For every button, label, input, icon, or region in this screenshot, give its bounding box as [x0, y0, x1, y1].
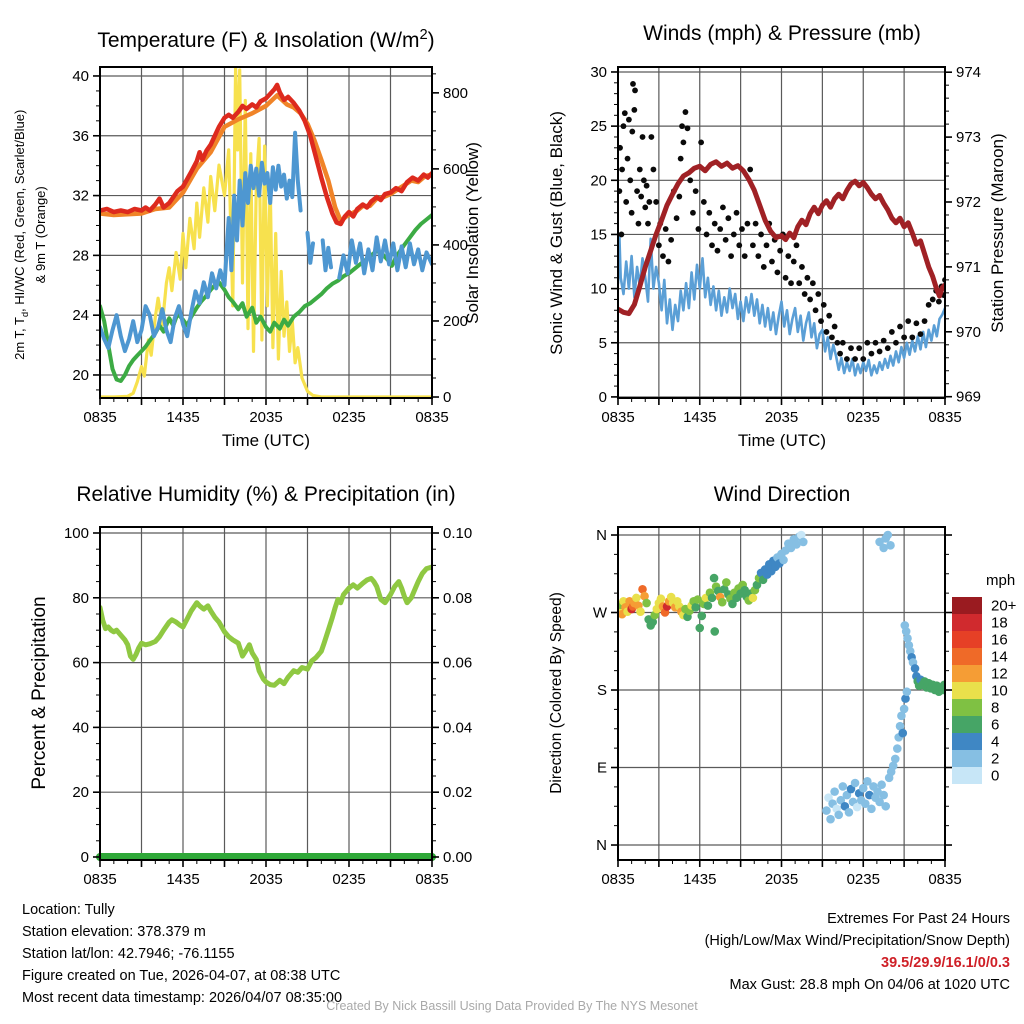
svg-text:N: N [596, 527, 607, 545]
svg-text:W: W [592, 604, 607, 622]
wind-direction-chart [593, 527, 1017, 888]
svg-text:24: 24 [72, 307, 89, 325]
svg-text:970: 970 [956, 323, 982, 341]
svg-text:25: 25 [590, 118, 607, 136]
svg-text:1435: 1435 [683, 409, 717, 426]
humidity-chart-title: Relative Humidity (%) & Precipitation (in) [76, 483, 456, 506]
info-location: Location: Tully [22, 902, 115, 918]
svg-text:0.04: 0.04 [443, 719, 473, 737]
extremes-values: 39.5/29.9/16.1/0/0.3 [881, 955, 1010, 971]
svg-text:36: 36 [72, 127, 89, 145]
wind-direction-chart-title: Wind Direction [713, 483, 851, 506]
svg-text:200: 200 [443, 312, 469, 330]
direction-y-axis-label: Direction (Colored By Speed) [548, 592, 565, 794]
title-superscript: 2 [419, 27, 428, 43]
svg-text:0: 0 [443, 389, 452, 407]
winds-pressure-chart [590, 64, 981, 426]
svg-text:80: 80 [72, 589, 89, 607]
svg-text:0.06: 0.06 [443, 654, 473, 672]
info-created: Figure created on Tue, 2026-04-07, at 08:38 UTC [22, 968, 341, 984]
svg-text:40: 40 [72, 67, 89, 85]
svg-text:400: 400 [443, 236, 469, 254]
extremes-block [520, 908, 1010, 996]
svg-text:1435: 1435 [683, 871, 717, 888]
svg-text:0835: 0835 [601, 409, 635, 426]
svg-text:15: 15 [590, 226, 607, 244]
svg-text:E: E [596, 759, 607, 777]
svg-text:0835: 0835 [928, 871, 962, 888]
svg-text:0: 0 [598, 388, 607, 406]
svg-text:30: 30 [590, 63, 607, 81]
svg-text:S: S [596, 682, 607, 700]
info-timestamp: Most recent data timestamp: 2026/04/07 08:35:00 [22, 990, 343, 1006]
wind-y-axis-label: Sonic Wind & Gust (Blue, Black) [547, 111, 566, 355]
svg-text:6: 6 [991, 716, 1000, 734]
winds-x-axis-label: Time (UTC) [737, 431, 827, 450]
svg-text:32: 32 [72, 187, 89, 205]
footer-credit: Created By Nick Bassill Using Data Provided By The NYS Mesonet [326, 999, 698, 1013]
subscript-d: d [19, 311, 30, 318]
svg-text:1435: 1435 [166, 871, 200, 888]
svg-text:0: 0 [80, 848, 89, 866]
extremes-subheading: (High/Low/Max Wind/Precipitation/Snow Depth) [704, 933, 1010, 949]
extremes-heading: Extremes For Past 24 Hours [827, 911, 1010, 927]
info-latlon: Station lat/lon: 42.7946; -76.1155 [22, 946, 235, 962]
svg-text:0235: 0235 [846, 409, 880, 426]
svg-text:20: 20 [72, 366, 89, 384]
svg-text:2035: 2035 [764, 409, 799, 426]
station-info [22, 899, 342, 1009]
svg-text:0235: 0235 [846, 871, 880, 888]
svg-text:60: 60 [72, 654, 89, 672]
svg-text:16: 16 [991, 631, 1008, 649]
svg-text:0835: 0835 [83, 409, 117, 426]
humidity-precip-chart [64, 525, 472, 888]
svg-text:0.10: 0.10 [443, 524, 473, 542]
svg-text:0: 0 [991, 767, 1000, 785]
svg-text:5: 5 [598, 334, 607, 352]
winds-chart-title: Winds (mph) & Pressure (mb) [643, 22, 921, 45]
temperature-x-axis-label: Time (UTC) [221, 431, 311, 450]
svg-text:20+: 20+ [991, 597, 1017, 615]
svg-text:0835: 0835 [601, 871, 635, 888]
svg-text:0235: 0235 [332, 409, 366, 426]
humidity-y-axis-label: Percent & Precipitation [29, 596, 50, 790]
svg-text:0.08: 0.08 [443, 589, 473, 607]
svg-text:28: 28 [72, 247, 89, 265]
svg-text:N: N [596, 837, 607, 855]
extremes-max-gust: Max Gust: 28.8 mph On 04/06 at 1020 UTC [729, 977, 1010, 993]
svg-text:800: 800 [443, 84, 469, 102]
svg-text:40: 40 [72, 719, 89, 737]
temperature-y-axis-label: 2m T, $T_d$, HI/WC (Red, Green, Scarlet/Blue) & 9m T (Orange) [12, 109, 48, 360]
svg-text:2035: 2035 [249, 409, 283, 426]
temperature-chart [72, 66, 468, 426]
svg-text:973: 973 [956, 129, 982, 147]
svg-text:0.00: 0.00 [443, 848, 473, 866]
svg-text:972: 972 [956, 193, 982, 211]
temperature-chart-title: Temperature (F) & Insolation $(W/m^2)$ [97, 27, 435, 52]
svg-text:600: 600 [443, 160, 469, 178]
svg-text:0235: 0235 [332, 871, 366, 888]
svg-text:8: 8 [991, 699, 1000, 717]
insolation-y-axis-label: Solar Insolation (Yellow) [463, 142, 482, 324]
svg-text:4: 4 [991, 733, 1000, 751]
svg-text:2: 2 [991, 750, 1000, 768]
svg-text:2035: 2035 [249, 871, 283, 888]
svg-text:18: 18 [991, 614, 1008, 632]
svg-text:20: 20 [72, 784, 89, 802]
svg-text:10: 10 [590, 280, 607, 298]
svg-text:14: 14 [991, 648, 1008, 666]
info-elevation: Station elevation: 378.379 m [22, 924, 206, 940]
svg-text:100: 100 [63, 524, 89, 542]
svg-text:974: 974 [956, 64, 982, 82]
svg-text:0835: 0835 [928, 409, 962, 426]
svg-text:0835: 0835 [83, 871, 117, 888]
svg-text:0835: 0835 [415, 871, 449, 888]
svg-text:971: 971 [956, 258, 982, 276]
pressure-y-axis-label: Station Pressure (Maroon) [988, 133, 1007, 333]
colorbar-title: mph [986, 572, 1016, 589]
svg-text:0835: 0835 [415, 409, 449, 426]
svg-text:20: 20 [590, 172, 607, 190]
svg-text:969: 969 [956, 388, 982, 406]
svg-text:2035: 2035 [764, 871, 799, 888]
svg-text:0.02: 0.02 [443, 784, 473, 802]
svg-text:1435: 1435 [166, 409, 200, 426]
svg-text:10: 10 [991, 682, 1008, 700]
svg-text:12: 12 [991, 665, 1008, 683]
